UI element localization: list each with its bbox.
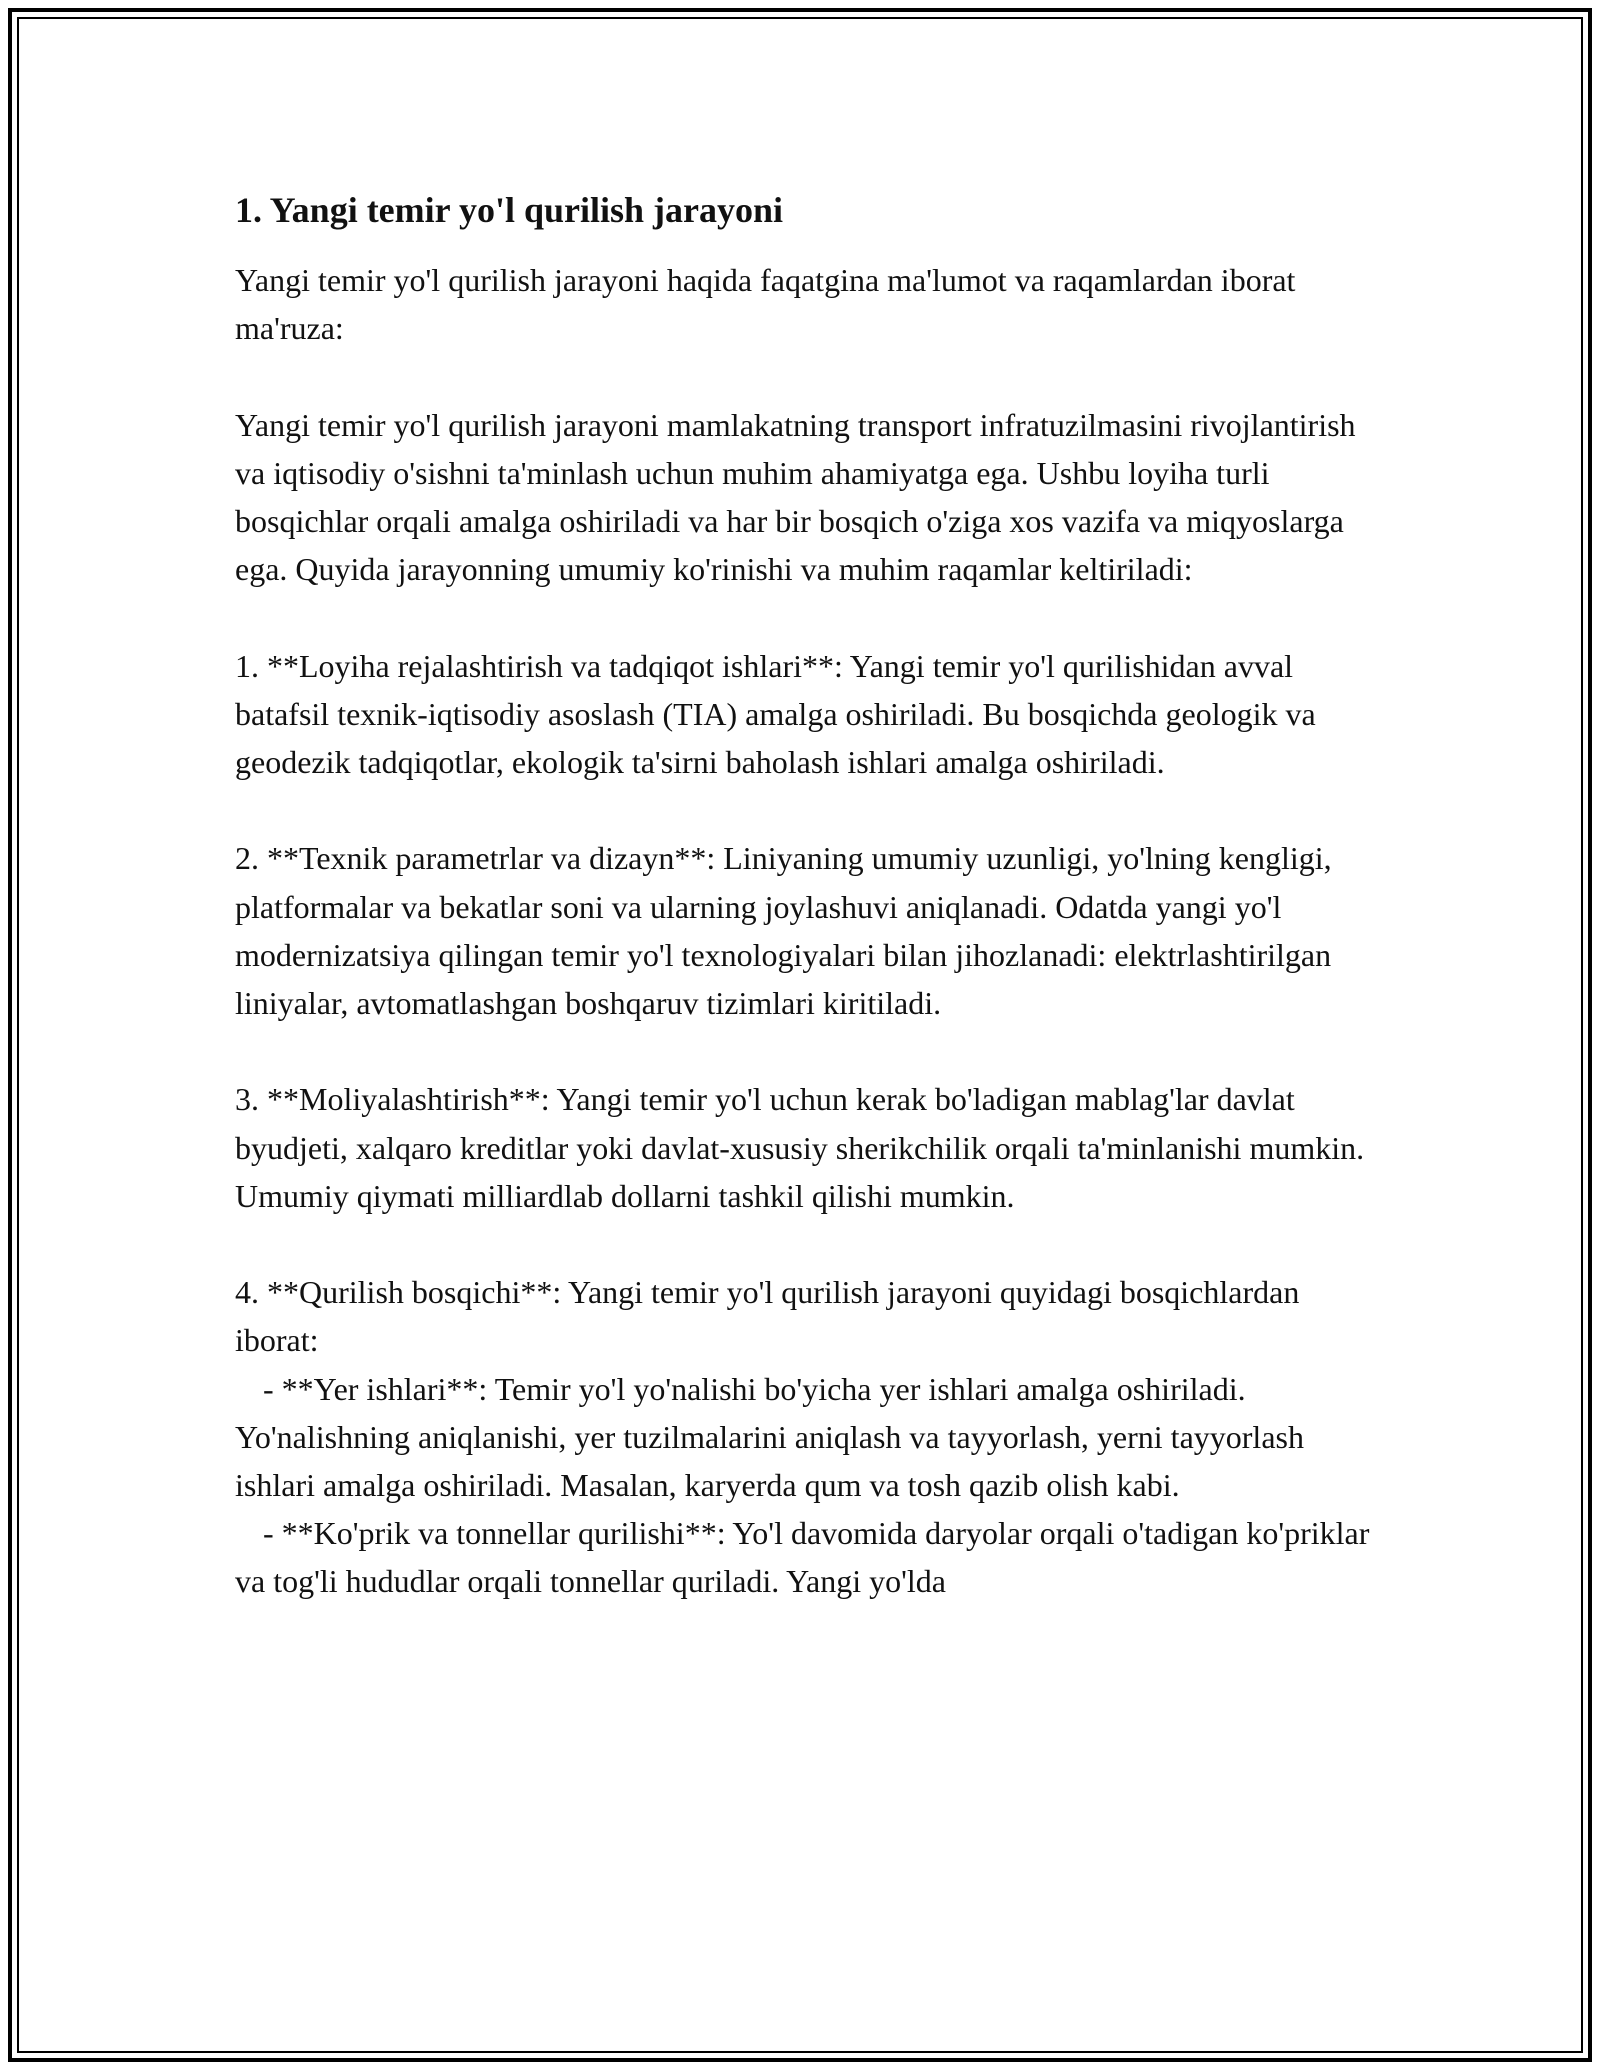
paragraph-spacer [235,352,1375,400]
section-heading: 1. Yangi temir yo'l qurilish jarayoni [235,190,784,230]
list-item-construction: 4. **Qurilish bosqichi**: Yangi temir yo'l qurilish jarayoni quyidagi bosqichlardan iborat: [235,1274,1300,1359]
intro-paragraph: Yangi temir yo'l qurilish jarayoni haqida faqatgina ma'lumot va raqamlardan iborat ma'ruza: [235,262,1296,347]
sub-item-bridges-tunnels: - **Ko'prik va tonnellar qurilishi**: Yo'l davomida daryolar orqali o'tadigan ko'priklar va tog'li hududlar orqali tonnellar quriladi. Yangi yo'lda [235,1515,1370,1600]
paragraph-spacer [235,593,1375,641]
paragraph-spacer [235,1220,1375,1268]
list-item-technical-parameters: 2. **Texnik parametrlar va dizayn**: Liniyaning umumiy uzunligi, yo'lning kengligi, platformalar va bekatlar soni va ularning joylashuvi aniqlanadi. Odatda yangi yo'l modernizatsiya qilingan temir yo'l texnologiyalari bilan jihozlanadi: elektrlashtirilgan liniyalar, avtomatlashgan boshqaruv tizimlari kiritiladi. [235,840,1332,1021]
list-item-financing: 3. **Moliyalashtirish**: Yangi temir yo'l uchun kerak bo'ladigan mablag'lar davlat byudjeti, xalqaro kreditlar yoki davlat-xususiy sherikchilik orqali ta'minlanishi mumkin. Umumiy qiymati milliardlab dollarni tashkil qilishi mumkin. [235,1081,1365,1214]
document-body [235,186,1375,1606]
sub-item-earthworks: - **Yer ishlari**: Temir yo'l yo'nalishi bo'yicha yer ishlari amalga oshiriladi. Yo'nalishning aniqlanishi, yer tuzilmalarini aniqlash va tayyorlash, yerni tayyorlash ishlari amalga oshiriladi. Masalan, karyerda qum va tosh qazib olish kabi. [235,1370,1304,1503]
paragraph-spacer [235,1027,1375,1075]
overview-paragraph: Yangi temir yo'l qurilish jarayoni mamlakatning transport infratuzilmasini rivojlantirish va iqtisodiy o'sishni ta'minlash uchun muhim ahamiyatga ega. Ushbu loyiha turli bosqichlar orqali amalga oshiriladi va har bir bosqich o'ziga xos vazifa va miqyoslarga ega. Quyida jarayonning umumiy ko'rinishi va muhim raqamlar keltiriladi: [235,406,1356,588]
paragraph-spacer [235,786,1375,834]
list-item-planning: 1. **Loyiha rejalashtirish va tadqiqot ishlari**: Yangi temir yo'l qurilishidan avval batafsil texnik-iqtisodiy asoslash (TIA) amalga oshiriladi. Bu bosqichda geologik va geodezik tadqiqotlar, ekologik ta'sirni baholash ishlari amalga oshiriladi. [235,647,1316,780]
